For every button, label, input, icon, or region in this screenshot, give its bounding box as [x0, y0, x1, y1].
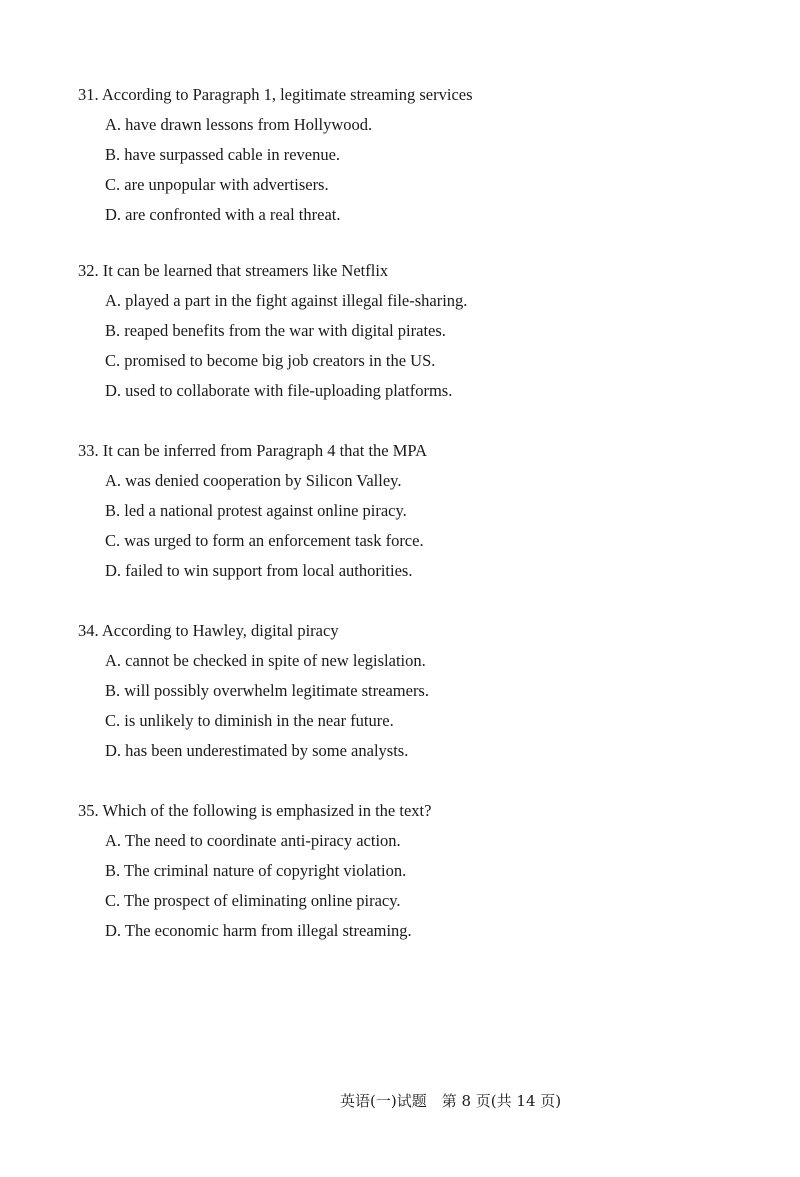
option-a: A. The need to coordinate anti-piracy action. — [105, 831, 401, 850]
question-34 — [78, 616, 758, 766]
option-c: C. is unlikely to diminish in the near future. — [105, 711, 394, 730]
question-stem: 32. It can be learned that streamers like Netflix — [78, 261, 389, 280]
option-b: B. reaped benefits from the war with digital pirates. — [105, 321, 446, 340]
option-d: D. used to collaborate with file-uploading platforms. — [105, 381, 453, 400]
option-a: A. was denied cooperation by Silicon Valley. — [105, 471, 402, 490]
page-footer: 英语(一)试题 第 8 页(共 14 页) — [340, 1092, 562, 1110]
option-a: A. have drawn lessons from Hollywood. — [105, 115, 373, 134]
question-35 — [78, 796, 758, 946]
question-32 — [78, 256, 758, 406]
option-a: A. played a part in the fight against illegal file-sharing. — [105, 291, 468, 310]
option-b: B. have surpassed cable in revenue. — [105, 145, 341, 164]
question-31 — [78, 80, 758, 230]
option-b: B. The criminal nature of copyright violation. — [105, 861, 407, 880]
option-c: C. are unpopular with advertisers. — [105, 175, 329, 194]
option-d: D. The economic harm from illegal streaming. — [105, 921, 412, 940]
option-c: C. promised to become big job creators in the US. — [105, 351, 436, 370]
question-stem: 31. According to Paragraph 1, legitimate streaming services — [78, 85, 473, 104]
option-c: C. The prospect of eliminating online piracy. — [105, 891, 401, 910]
question-33 — [78, 436, 758, 586]
option-d: D. has been underestimated by some analysts. — [105, 741, 409, 760]
option-b: B. will possibly overwhelm legitimate streamers. — [105, 681, 429, 700]
question-stem: 35. Which of the following is emphasized in the text? — [78, 801, 432, 820]
question-stem: 34. According to Hawley, digital piracy — [78, 621, 339, 640]
option-b: B. led a national protest against online piracy. — [105, 501, 407, 520]
option-a: A. cannot be checked in spite of new legislation. — [105, 651, 426, 670]
option-d: D. are confronted with a real threat. — [105, 205, 341, 224]
option-c: C. was urged to form an enforcement task force. — [105, 531, 424, 550]
question-stem: 33. It can be inferred from Paragraph 4 that the MPA — [78, 441, 427, 460]
option-d: D. failed to win support from local authorities. — [105, 561, 413, 580]
